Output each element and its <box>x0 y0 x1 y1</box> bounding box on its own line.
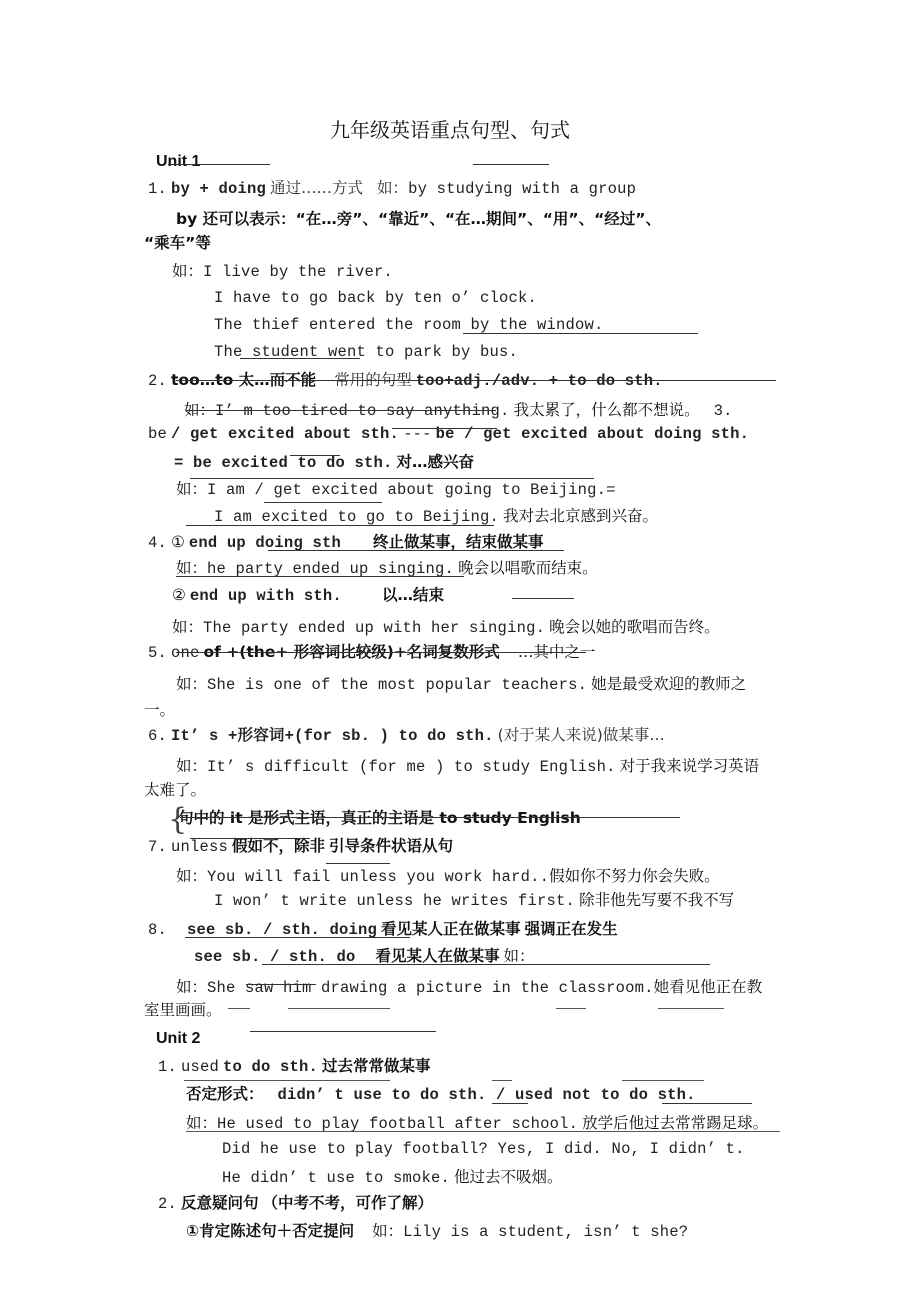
note-cont: “乘车”等 <box>144 234 211 252</box>
underline-rule <box>176 576 464 577</box>
item-8-example <box>176 977 762 998</box>
underline-rule <box>184 1080 390 1081</box>
example-translation: 晚会以唱歌而结束。 <box>458 559 598 577</box>
strike-rule <box>180 817 680 818</box>
pattern: = be excited to do sth. <box>174 454 393 472</box>
unit2-item-1-example-3 <box>222 1167 563 1188</box>
underline-rule <box>240 358 360 359</box>
strike-rule <box>176 380 776 381</box>
underline-rule <box>556 1008 586 1009</box>
strike-rule <box>290 455 340 456</box>
item-1-example-3 <box>214 315 604 335</box>
underline-rule <box>264 502 382 503</box>
item-8-example-cont <box>144 1000 222 1021</box>
meaning: 看见某人在做某事 <box>375 947 500 965</box>
example-translation: 假如你不努力你会失败。 <box>549 867 720 885</box>
unit2-item-2-sub-1 <box>186 1221 688 1242</box>
note: （中考不考，可作了解） <box>262 1194 434 1212</box>
example-sentence: I won’ t write unless he writes first. <box>214 892 576 910</box>
note: by 还可以表示：“在…旁”、“靠近”、“在…期间”、“用”、“经过”、 <box>176 210 661 228</box>
item-3-line-1 <box>148 424 749 444</box>
example-translation: 我太累了，什么都不想说。 <box>513 401 700 419</box>
item-6-example-cont <box>144 780 206 801</box>
example-translation: 她看见他正在教 <box>653 978 763 996</box>
underline-rule <box>288 1008 390 1009</box>
meaning: …其中之一 <box>517 643 596 661</box>
pattern: of +(the+ 形容词比较级)+名词复数形式 <box>203 643 500 661</box>
item-number: 2. <box>148 372 168 390</box>
example-label: 如： <box>176 757 208 775</box>
pattern: / get excited about sth. <box>171 425 400 443</box>
item-7-example-2 <box>214 890 734 911</box>
item-number: 6. <box>148 727 168 745</box>
pattern-start: be <box>148 425 168 443</box>
strike-rule <box>186 410 496 411</box>
example-translation: 他过去不吸烟。 <box>454 1168 563 1186</box>
pattern-start: unless <box>171 838 229 856</box>
underline-rule <box>512 598 574 599</box>
pattern: see sb. / sth. doing <box>187 921 378 939</box>
strike-rule <box>246 984 316 985</box>
example-sentence: he party ended up singing. <box>207 560 455 578</box>
underline-rule <box>168 164 270 165</box>
example-sentence: He didn’ t use to smoke. <box>222 1169 451 1187</box>
unit2-item-2-line <box>158 1193 433 1214</box>
marker: ② <box>172 586 186 604</box>
item-1-example-1 <box>172 261 393 282</box>
underline-rule <box>185 937 410 938</box>
pattern-start: used <box>181 1058 220 1076</box>
example-label: 如： <box>176 978 208 996</box>
note: 句中的 it 是形式主语，真正的主语是 to study English <box>178 809 581 827</box>
example-translation: 晚会以她的歌唱而告终。 <box>549 618 720 636</box>
underline-rule <box>228 1008 250 1009</box>
example-sentence: The student went to park by bus. <box>214 343 519 361</box>
item-6-note <box>178 808 581 829</box>
example-sentence: I am excited to go to Beijing. <box>214 508 500 526</box>
strike-rule <box>176 652 586 653</box>
item-4-line-2 <box>172 585 444 606</box>
item-4-example-2 <box>172 617 720 638</box>
structure: too+adj./adv. + to do sth. <box>415 372 663 390</box>
example-translation-cont: 室里画画。 <box>144 1001 222 1019</box>
separator: --- <box>403 425 432 443</box>
pattern: 反意疑问句 <box>181 1194 259 1212</box>
example-label: 如： <box>172 262 204 280</box>
underline-rule <box>250 1031 436 1032</box>
item-number: 7. <box>148 838 168 856</box>
pattern: see sb. / sth. do <box>194 948 356 966</box>
example-sentence: He used to play football after school. <box>217 1115 579 1133</box>
item-6-line <box>148 725 665 746</box>
meaning: 常用的句型 <box>334 371 412 389</box>
pattern: It’ s +形容词+(for sb. ) to do sth. <box>171 727 494 745</box>
underline-rule <box>186 1131 780 1132</box>
item-3-example-2 <box>214 506 658 527</box>
pattern: 肯定陈述句＋否定提问 <box>199 1222 355 1240</box>
item-6-example <box>176 756 759 777</box>
item-number: 4. <box>148 534 168 552</box>
meaning: 终止做某事，结束做某事 <box>372 533 544 551</box>
pattern: end up doing sth <box>188 534 341 552</box>
underline-rule <box>662 1103 752 1104</box>
example-sentence: Lily is a student, isn’ t she? <box>403 1223 689 1241</box>
unit-1-heading: Unit 1 <box>156 153 201 170</box>
item-number: 8. <box>148 921 168 939</box>
item-number: 2. <box>158 1195 178 1213</box>
pattern: 假如不，除非 <box>232 837 326 855</box>
item-7-example-1 <box>176 866 720 887</box>
example-label: 如： <box>372 1222 404 1240</box>
item-number: 3. <box>713 402 733 420</box>
example-label: 如： <box>176 480 208 498</box>
item-5-example-cont <box>144 700 175 721</box>
meaning: 对…感兴奋 <box>396 453 475 471</box>
example-translation: 放学后他过去常常踢足球。 <box>582 1114 769 1132</box>
emphasis: 强调正在发生 <box>524 920 618 938</box>
example-sentence: I am / get excited about going to Beijing.= <box>207 481 616 499</box>
meaning: 引导条件状语从句 <box>329 837 454 855</box>
item-number: 1. <box>158 1058 178 1076</box>
example: by studying with a group <box>408 180 637 198</box>
example-label: 如： <box>176 675 208 693</box>
pattern: too…to 太…而不能 <box>171 371 317 389</box>
example-sentence: She is one of the most popular teachers. <box>207 676 588 694</box>
marker: ① <box>186 1222 200 1240</box>
pattern: end up with sth. <box>189 587 342 605</box>
unit2-item-1-line <box>158 1056 431 1077</box>
underline-rule <box>492 1080 512 1081</box>
item-1-example-2 <box>214 288 537 308</box>
example-translation: 她是最受欢迎的教师之 <box>591 675 747 693</box>
meaning: 通过……方式 <box>270 179 364 197</box>
example-label: 如： <box>172 618 204 636</box>
meaning: 看见某人正在做某事 <box>381 920 521 938</box>
marker: ① <box>171 533 185 551</box>
negative-form: didn’ t use to do sth. / used not to do sth. <box>277 1086 696 1104</box>
example-label: 如： <box>503 947 535 965</box>
example-label: 如： <box>184 401 216 419</box>
example-label: 如： <box>176 559 208 577</box>
example-sentence: You will fail unless you work hard.. <box>207 868 550 886</box>
underline-rule <box>262 964 710 965</box>
unit2-item-1-example-2 <box>222 1139 745 1159</box>
item-number: 1. <box>148 180 168 198</box>
example-translation: 除非他先写要不我不写 <box>579 891 735 909</box>
item-1-example-4 <box>214 342 518 362</box>
example-sentence: I live by the river. <box>203 263 394 281</box>
example-label: 如： <box>186 1114 218 1132</box>
pattern: by + doing <box>171 180 267 198</box>
unit2-item-1-negative <box>186 1084 696 1105</box>
example-sentence: I have to go back by ten o’ clock. <box>214 289 538 307</box>
example-sentence: It’ s difficult (for me ) to study English. <box>207 758 616 776</box>
underline-rule <box>658 1008 724 1009</box>
example-label: 如： <box>176 867 208 885</box>
underline-rule <box>268 550 564 551</box>
meaning: (对于某人来说)做某事… <box>497 726 665 744</box>
brace-icon: { <box>168 802 188 837</box>
document-title: 九年级英语重点句型、句式 <box>330 118 570 142</box>
pattern-start: one <box>171 644 200 662</box>
meaning: 以…结束 <box>381 586 444 604</box>
underline-rule <box>473 164 549 165</box>
example-translation-cont: 太难了。 <box>144 781 207 799</box>
strike-rule <box>392 428 497 429</box>
pattern-alt: be / get excited about doing sth. <box>435 425 750 443</box>
example-sentence: I’ m too tired to say anything. <box>215 402 510 420</box>
example-sentence: Did he use to play football? Yes, I did. No, I didn’ t. <box>222 1140 745 1158</box>
item-3-example-1 <box>176 479 616 500</box>
item-5-example <box>176 674 746 695</box>
item-1-line <box>148 178 636 199</box>
item-7-line <box>148 836 453 857</box>
example-sentence: She saw him drawing a picture in the classroom. <box>207 979 654 997</box>
example-translation-cont: 一。 <box>144 701 176 719</box>
pattern: to do sth. <box>223 1058 319 1076</box>
underline-rule <box>463 333 698 334</box>
unit-2-heading: Unit 2 <box>156 1030 201 1047</box>
underline-rule <box>186 525 494 526</box>
item-1-note <box>176 209 661 230</box>
example-sentence: The thief entered the room by the window. <box>214 316 604 334</box>
item-1-note-cont <box>144 233 211 254</box>
strike-rule <box>190 838 310 839</box>
negative-label: 否定形式： <box>186 1085 264 1103</box>
item-number: 5. <box>148 644 168 662</box>
example-sentence: The party ended up with her singing. <box>203 619 546 637</box>
underline-rule <box>622 1080 704 1081</box>
example-label: 如： <box>377 179 409 197</box>
underline-rule <box>492 1103 528 1104</box>
example-translation: 我对去北京感到兴奋。 <box>503 507 659 525</box>
example-translation: 对于我来说学习英语 <box>619 757 760 775</box>
meaning: 过去常常做某事 <box>322 1057 431 1075</box>
underline-rule <box>326 863 390 864</box>
